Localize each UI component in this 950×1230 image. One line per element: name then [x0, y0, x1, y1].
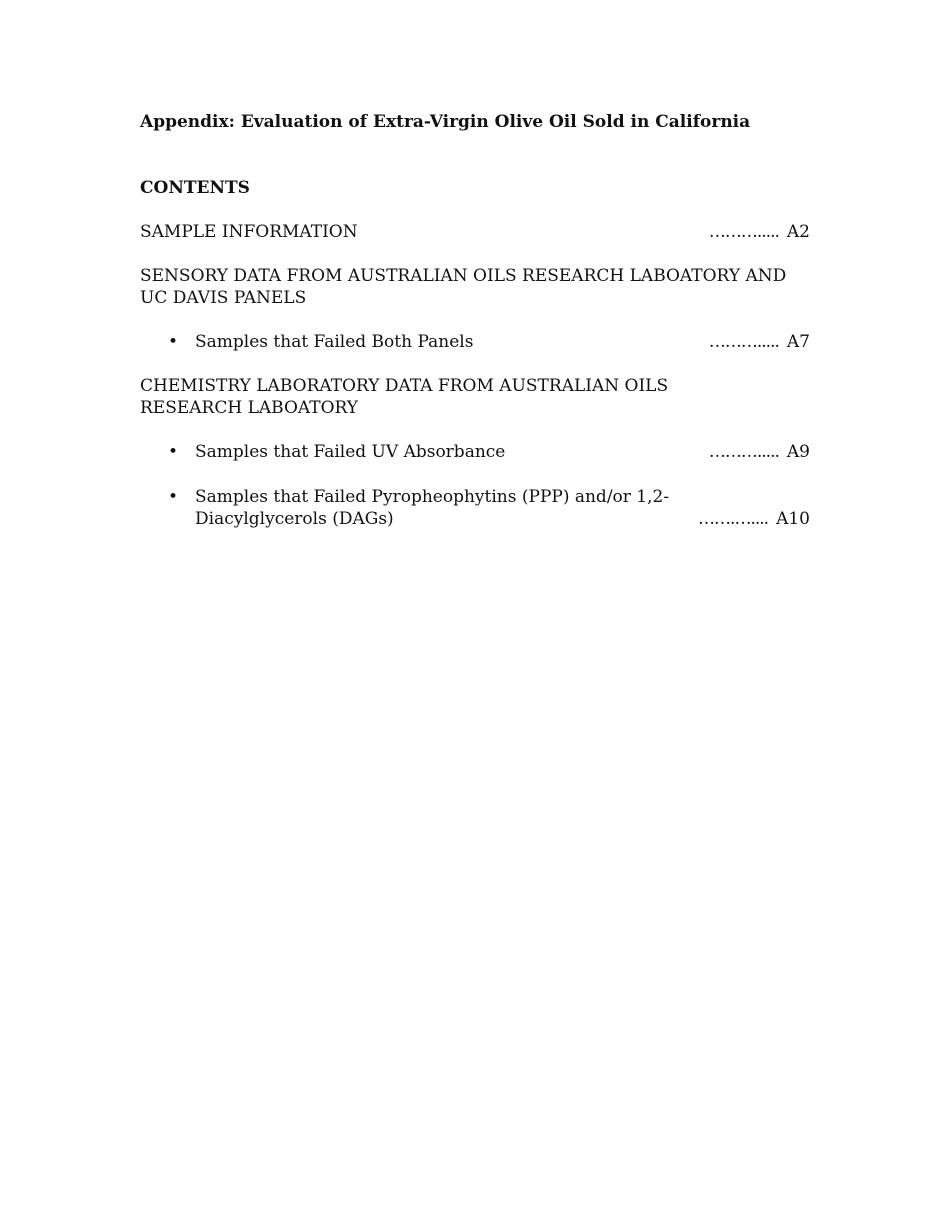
toc-page-ref — [698, 508, 810, 530]
page-number: A2 — [786, 222, 810, 242]
page-number: A10 — [776, 509, 810, 529]
toc-entry-label: SAMPLE INFORMATION — [140, 222, 358, 242]
page-number: A7 — [786, 332, 810, 352]
dot-leader: ………..... — [708, 442, 779, 462]
toc-entry-failed-both-panels[interactable] — [168, 331, 810, 353]
toc-entry-label: Samples that Failed Pyropheophytins (PPP) and/or 1,2-Diacylglycerols (DAGs) — [195, 487, 670, 529]
toc-page-ref — [709, 331, 810, 353]
dot-leader: ………..... — [708, 332, 779, 352]
toc-entry-sample-information[interactable] — [140, 221, 810, 243]
page-number: A9 — [786, 442, 810, 462]
toc-entry-label: Samples that Failed Both Panels — [195, 332, 474, 352]
toc-section-label: SENSORY DATA FROM AUSTRALIAN OILS RESEARCH LABOATORY AND UC DAVIS PANELS — [140, 266, 787, 308]
toc-entry-failed-ppp-dags[interactable] — [168, 486, 810, 530]
toc-entry-label: Samples that Failed UV Absorbance — [195, 442, 506, 462]
contents-heading: CONTENTS — [140, 178, 250, 198]
toc-section-label: CHEMISTRY LABORATORY DATA FROM AUSTRALIAN OILS RESEARCH LABOATORY — [140, 376, 669, 418]
toc-section-sensory-data — [140, 265, 810, 309]
bullet-icon: • — [168, 442, 179, 462]
bullet-icon: • — [168, 332, 179, 352]
bullet-icon: • — [168, 487, 179, 507]
toc-section-chemistry-data — [140, 375, 740, 419]
dot-leader: ………..... — [708, 222, 779, 242]
toc-page-ref — [709, 221, 810, 243]
toc-entry-failed-uv-absorbance[interactable] — [168, 441, 810, 463]
document-title: Appendix: Evaluation of Extra-Virgin Olive Oil Sold in California — [140, 112, 751, 132]
dot-leader: …….….... — [698, 509, 769, 529]
toc-page-ref — [709, 441, 810, 463]
